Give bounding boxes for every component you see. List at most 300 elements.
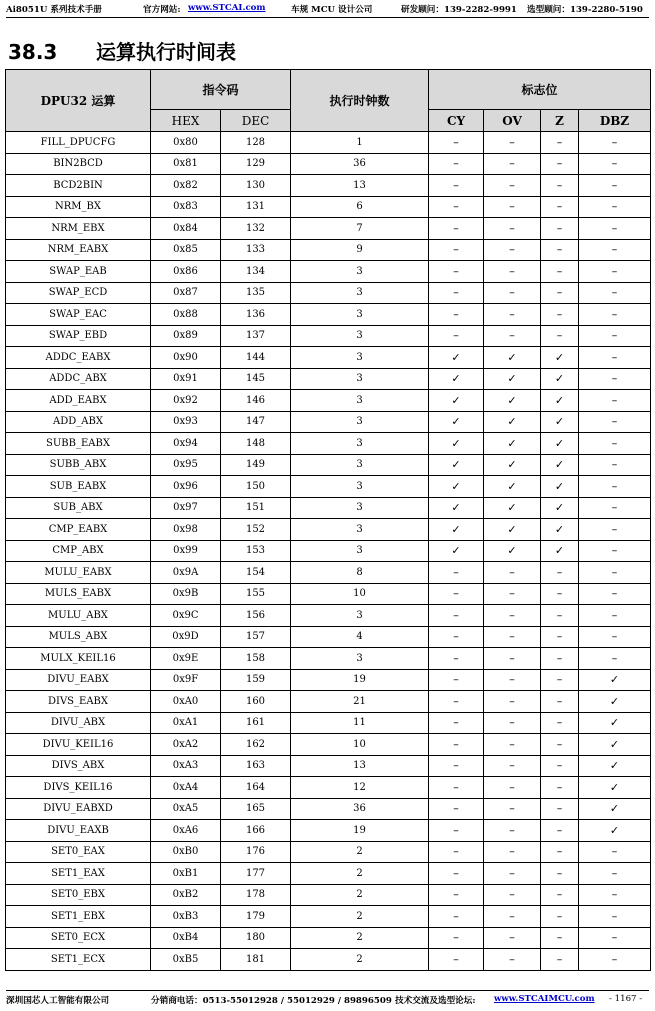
doc-title: Ai8051U 系列技术手册 (6, 5, 102, 15)
header-dec: DEC (221, 110, 291, 132)
cycles-cell: 2 (291, 841, 429, 863)
hex-cell: 0xB1 (151, 863, 221, 885)
cycles-cell: 3 (291, 519, 429, 541)
table-row (6, 626, 651, 648)
header-cycles: 执行时钟数 (291, 70, 429, 132)
z-flag-cell: – (541, 841, 579, 863)
cy-flag-cell: – (429, 196, 484, 218)
z-flag-cell: – (541, 712, 579, 734)
table-row (6, 755, 651, 777)
dec-cell: 165 (221, 798, 291, 820)
table-row (6, 218, 651, 240)
ov-flag-cell: – (484, 777, 541, 799)
cycles-cell: 9 (291, 239, 429, 261)
header-dbz: DBZ (579, 110, 651, 132)
op-name-cell: SET0_EBX (6, 884, 151, 906)
cycles-cell: 3 (291, 411, 429, 433)
op-name-cell: MULS_ABX (6, 626, 151, 648)
dec-cell: 148 (221, 433, 291, 455)
op-name-cell: DIVU_EAXB (6, 820, 151, 842)
cycles-cell: 7 (291, 218, 429, 240)
hex-cell: 0x9D (151, 626, 221, 648)
z-flag-cell: – (541, 132, 579, 154)
z-flag-cell: – (541, 175, 579, 197)
table-row (6, 347, 651, 369)
op-name-cell: SUBB_ABX (6, 454, 151, 476)
hex-cell: 0x92 (151, 390, 221, 412)
op-name-cell: ADDC_EABX (6, 347, 151, 369)
dec-cell: 177 (221, 863, 291, 885)
cycles-cell: 3 (291, 282, 429, 304)
cy-flag-cell: – (429, 605, 484, 627)
cy-flag-cell: – (429, 261, 484, 283)
cy-flag-cell: – (429, 239, 484, 261)
dbz-flag-cell: ✓ (579, 755, 651, 777)
op-name-cell: DIVS_EABX (6, 691, 151, 713)
dec-cell: 130 (221, 175, 291, 197)
cycles-cell: 12 (291, 777, 429, 799)
dbz-flag-cell: – (579, 884, 651, 906)
ov-flag-cell: ✓ (484, 519, 541, 541)
cycles-cell: 3 (291, 347, 429, 369)
z-flag-cell: ✓ (541, 411, 579, 433)
table-row (6, 583, 651, 605)
op-name-cell: NRM_EBX (6, 218, 151, 240)
hex-cell: 0xA3 (151, 755, 221, 777)
op-name-cell: SWAP_EAC (6, 304, 151, 326)
ov-flag-cell: – (484, 583, 541, 605)
ov-flag-cell: ✓ (484, 347, 541, 369)
dec-cell: 136 (221, 304, 291, 326)
op-name-cell: SUB_ABX (6, 497, 151, 519)
dbz-flag-cell: – (579, 648, 651, 670)
cycles-cell: 3 (291, 454, 429, 476)
ov-flag-cell: – (484, 605, 541, 627)
dbz-flag-cell: – (579, 519, 651, 541)
op-name-cell: SET1_ECX (6, 949, 151, 971)
z-flag-cell: ✓ (541, 454, 579, 476)
cy-flag-cell: ✓ (429, 390, 484, 412)
dec-cell: 132 (221, 218, 291, 240)
dec-cell: 134 (221, 261, 291, 283)
dec-cell: 164 (221, 777, 291, 799)
dbz-flag-cell: – (579, 153, 651, 175)
op-name-cell: NRM_BX (6, 196, 151, 218)
dbz-flag-cell: – (579, 626, 651, 648)
op-name-cell: SUBB_EABX (6, 433, 151, 455)
z-flag-cell: – (541, 863, 579, 885)
cycles-cell: 10 (291, 583, 429, 605)
cy-flag-cell: – (429, 626, 484, 648)
footer-divider (6, 990, 649, 991)
dec-cell: 158 (221, 648, 291, 670)
dbz-flag-cell: – (579, 175, 651, 197)
op-name-cell: SWAP_EAB (6, 261, 151, 283)
z-flag-cell: ✓ (541, 368, 579, 390)
dbz-flag-cell: ✓ (579, 691, 651, 713)
hex-cell: 0x88 (151, 304, 221, 326)
dec-cell: 129 (221, 153, 291, 175)
cy-flag-cell: ✓ (429, 497, 484, 519)
cycles-cell: 13 (291, 175, 429, 197)
footer-forum-label: 技术交流及选型论坛: (395, 996, 476, 1006)
hex-cell: 0xA6 (151, 820, 221, 842)
hex-cell: 0xA5 (151, 798, 221, 820)
cycles-cell: 13 (291, 755, 429, 777)
ov-flag-cell: – (484, 196, 541, 218)
table-row (6, 841, 651, 863)
ov-flag-cell: ✓ (484, 390, 541, 412)
dbz-flag-cell: ✓ (579, 777, 651, 799)
cycles-cell: 3 (291, 605, 429, 627)
hex-cell: 0x95 (151, 454, 221, 476)
op-name-cell: MULX_KEIL16 (6, 648, 151, 670)
dbz-flag-cell: – (579, 605, 651, 627)
cy-flag-cell: – (429, 863, 484, 885)
cy-flag-cell: – (429, 906, 484, 928)
dbz-flag-cell: – (579, 949, 651, 971)
dec-cell: 150 (221, 476, 291, 498)
table-row (6, 454, 651, 476)
website-link[interactable]: www.STCAI.com (188, 3, 266, 13)
cy-flag-cell: – (429, 132, 484, 154)
table-row (6, 433, 651, 455)
op-name-cell: FILL_DPUCFG (6, 132, 151, 154)
cy-flag-cell: – (429, 820, 484, 842)
cycles-cell: 36 (291, 798, 429, 820)
dec-cell: 147 (221, 411, 291, 433)
op-name-cell: ADD_EABX (6, 390, 151, 412)
cy-flag-cell: ✓ (429, 347, 484, 369)
ov-flag-cell: ✓ (484, 433, 541, 455)
cy-flag-cell: – (429, 927, 484, 949)
table-row (6, 949, 651, 971)
table-row (6, 540, 651, 562)
table-row (6, 691, 651, 713)
cycles-cell: 3 (291, 433, 429, 455)
op-name-cell: SET0_ECX (6, 927, 151, 949)
company-slogan: 车规 MCU 设计公司 (291, 5, 373, 15)
z-flag-cell: – (541, 304, 579, 326)
dbz-flag-cell: – (579, 583, 651, 605)
sales-contact: 选型顾问：139-2280-5190 (527, 5, 643, 15)
hex-cell: 0xA0 (151, 691, 221, 713)
op-name-cell: BCD2BIN (6, 175, 151, 197)
hex-cell: 0x86 (151, 261, 221, 283)
table-row (6, 648, 651, 670)
cycles-cell: 36 (291, 153, 429, 175)
dbz-flag-cell: – (579, 196, 651, 218)
z-flag-cell: ✓ (541, 540, 579, 562)
cy-flag-cell: – (429, 175, 484, 197)
dec-cell: 151 (221, 497, 291, 519)
cy-flag-cell: – (429, 583, 484, 605)
z-flag-cell: – (541, 906, 579, 928)
footer-company: 深圳国芯人工智能有限公司 (6, 996, 110, 1006)
cycles-cell: 6 (291, 196, 429, 218)
footer-phone: 分销商电话：0513-55012928 / 55012929 / 89896509 (151, 996, 392, 1006)
hex-cell: 0x83 (151, 196, 221, 218)
cycles-cell: 19 (291, 669, 429, 691)
ov-flag-cell: – (484, 820, 541, 842)
footer-forum-link[interactable]: www.STCAIMCU.com (494, 994, 595, 1004)
cycles-cell: 19 (291, 820, 429, 842)
op-name-cell: SET0_EAX (6, 841, 151, 863)
dec-cell: 157 (221, 626, 291, 648)
op-name-cell: BIN2BCD (6, 153, 151, 175)
ov-flag-cell: – (484, 949, 541, 971)
hex-cell: 0xB3 (151, 906, 221, 928)
hex-cell: 0x9F (151, 669, 221, 691)
ov-flag-cell: ✓ (484, 540, 541, 562)
hex-cell: 0x93 (151, 411, 221, 433)
cy-flag-cell: ✓ (429, 519, 484, 541)
table-row (6, 906, 651, 928)
z-flag-cell: – (541, 798, 579, 820)
table-row (6, 734, 651, 756)
z-flag-cell: – (541, 691, 579, 713)
cy-flag-cell: ✓ (429, 433, 484, 455)
cycles-cell: 10 (291, 734, 429, 756)
cycles-cell: 2 (291, 949, 429, 971)
cy-flag-cell: – (429, 712, 484, 734)
z-flag-cell: – (541, 734, 579, 756)
cycles-cell: 1 (291, 132, 429, 154)
cy-flag-cell: – (429, 304, 484, 326)
hex-cell: 0x85 (151, 239, 221, 261)
cy-flag-cell: ✓ (429, 454, 484, 476)
dbz-flag-cell: – (579, 454, 651, 476)
op-name-cell: SET1_EBX (6, 906, 151, 928)
cycles-cell: 4 (291, 626, 429, 648)
dec-cell: 135 (221, 282, 291, 304)
cy-flag-cell: ✓ (429, 368, 484, 390)
dec-cell: 149 (221, 454, 291, 476)
ov-flag-cell: – (484, 755, 541, 777)
ov-flag-cell: – (484, 906, 541, 928)
op-name-cell: SET1_EAX (6, 863, 151, 885)
op-name-cell: CMP_ABX (6, 540, 151, 562)
hex-cell: 0x96 (151, 476, 221, 498)
dbz-flag-cell: – (579, 282, 651, 304)
ov-flag-cell: – (484, 218, 541, 240)
hex-cell: 0x87 (151, 282, 221, 304)
dec-cell: 176 (221, 841, 291, 863)
z-flag-cell: – (541, 605, 579, 627)
cycles-cell: 3 (291, 540, 429, 562)
cycles-cell: 8 (291, 562, 429, 584)
cy-flag-cell: – (429, 884, 484, 906)
cycles-cell: 2 (291, 863, 429, 885)
op-name-cell: SWAP_EBD (6, 325, 151, 347)
ov-flag-cell: ✓ (484, 476, 541, 498)
hex-cell: 0xA2 (151, 734, 221, 756)
table-row (6, 411, 651, 433)
ov-flag-cell: – (484, 712, 541, 734)
table-row (6, 132, 651, 154)
section-number: 38.3 (8, 40, 58, 64)
hex-cell: 0x84 (151, 218, 221, 240)
dbz-flag-cell: ✓ (579, 798, 651, 820)
ov-flag-cell: – (484, 798, 541, 820)
table-row (6, 798, 651, 820)
table-row (6, 476, 651, 498)
ov-flag-cell: – (484, 153, 541, 175)
z-flag-cell: – (541, 282, 579, 304)
op-name-cell: ADD_ABX (6, 411, 151, 433)
ov-flag-cell: – (484, 669, 541, 691)
hex-cell: 0xA4 (151, 777, 221, 799)
hex-cell: 0x91 (151, 368, 221, 390)
cy-flag-cell: – (429, 949, 484, 971)
cy-flag-cell: ✓ (429, 411, 484, 433)
dec-cell: 128 (221, 132, 291, 154)
z-flag-cell: – (541, 239, 579, 261)
ov-flag-cell: – (484, 132, 541, 154)
dbz-flag-cell: – (579, 390, 651, 412)
hex-cell: 0x80 (151, 132, 221, 154)
page-footer (6, 994, 649, 1008)
dbz-flag-cell: – (579, 218, 651, 240)
dec-cell: 160 (221, 691, 291, 713)
table-row (6, 519, 651, 541)
op-name-cell: SWAP_ECD (6, 282, 151, 304)
table-row (6, 562, 651, 584)
ov-flag-cell: – (484, 562, 541, 584)
dec-cell: 145 (221, 368, 291, 390)
table-row (6, 820, 651, 842)
ov-flag-cell: – (484, 841, 541, 863)
dbz-flag-cell: ✓ (579, 820, 651, 842)
z-flag-cell: – (541, 777, 579, 799)
cy-flag-cell: – (429, 691, 484, 713)
dec-cell: 163 (221, 755, 291, 777)
dec-cell: 181 (221, 949, 291, 971)
ov-flag-cell: – (484, 175, 541, 197)
cy-flag-cell: – (429, 669, 484, 691)
hex-cell: 0xB0 (151, 841, 221, 863)
hex-cell: 0x82 (151, 175, 221, 197)
table-row (6, 282, 651, 304)
header-hex: HEX (151, 110, 221, 132)
cy-flag-cell: – (429, 777, 484, 799)
ov-flag-cell: – (484, 648, 541, 670)
z-flag-cell: – (541, 820, 579, 842)
dec-cell: 159 (221, 669, 291, 691)
z-flag-cell: ✓ (541, 497, 579, 519)
dbz-flag-cell: ✓ (579, 734, 651, 756)
hex-cell: 0x94 (151, 433, 221, 455)
hex-cell: 0x9C (151, 605, 221, 627)
z-flag-cell: – (541, 669, 579, 691)
cycles-cell: 3 (291, 390, 429, 412)
dec-cell: 154 (221, 562, 291, 584)
hex-cell: 0x99 (151, 540, 221, 562)
z-flag-cell: – (541, 153, 579, 175)
dbz-flag-cell: – (579, 433, 651, 455)
cycles-cell: 21 (291, 691, 429, 713)
cy-flag-cell: – (429, 798, 484, 820)
dec-cell: 152 (221, 519, 291, 541)
ov-flag-cell: – (484, 927, 541, 949)
table-row (6, 261, 651, 283)
hex-cell: 0x90 (151, 347, 221, 369)
dec-cell: 180 (221, 927, 291, 949)
dbz-flag-cell: – (579, 562, 651, 584)
cy-flag-cell: – (429, 153, 484, 175)
cycles-cell: 3 (291, 368, 429, 390)
ov-flag-cell: – (484, 884, 541, 906)
hex-cell: 0xB5 (151, 949, 221, 971)
z-flag-cell: ✓ (541, 476, 579, 498)
z-flag-cell: – (541, 949, 579, 971)
dec-cell: 153 (221, 540, 291, 562)
page-number: - 1167 - (609, 994, 643, 1004)
dec-cell: 155 (221, 583, 291, 605)
op-name-cell: CMP_EABX (6, 519, 151, 541)
header-ov: OV (484, 110, 541, 132)
op-name-cell: ADDC_ABX (6, 368, 151, 390)
dec-cell: 162 (221, 734, 291, 756)
op-name-cell: DIVS_KEIL16 (6, 777, 151, 799)
table-row (6, 304, 651, 326)
page-header (6, 2, 649, 16)
dec-cell: 179 (221, 906, 291, 928)
hex-cell: 0xB4 (151, 927, 221, 949)
table-row (6, 175, 651, 197)
ov-flag-cell: ✓ (484, 454, 541, 476)
hex-cell: 0x9A (151, 562, 221, 584)
z-flag-cell: – (541, 583, 579, 605)
z-flag-cell: – (541, 562, 579, 584)
table-row (6, 712, 651, 734)
op-name-cell: NRM_EABX (6, 239, 151, 261)
section-heading: 运算执行时间表 (96, 40, 236, 64)
cy-flag-cell: ✓ (429, 540, 484, 562)
table-row (6, 196, 651, 218)
dbz-flag-cell: – (579, 368, 651, 390)
header-cy: CY (429, 110, 484, 132)
header-operation: DPU32 运算 (6, 70, 151, 132)
ov-flag-cell: – (484, 261, 541, 283)
hex-cell: 0xA1 (151, 712, 221, 734)
header-z: Z (541, 110, 579, 132)
hex-cell: 0x98 (151, 519, 221, 541)
hex-cell: 0x97 (151, 497, 221, 519)
op-name-cell: DIVU_KEIL16 (6, 734, 151, 756)
header-flags: 标志位 (429, 70, 651, 110)
ov-flag-cell: – (484, 626, 541, 648)
dbz-flag-cell: – (579, 132, 651, 154)
cy-flag-cell: – (429, 841, 484, 863)
ov-flag-cell: – (484, 304, 541, 326)
ov-flag-cell: ✓ (484, 368, 541, 390)
dbz-flag-cell: – (579, 476, 651, 498)
dbz-flag-cell: – (579, 304, 651, 326)
dbz-flag-cell: ✓ (579, 669, 651, 691)
dbz-flag-cell: – (579, 497, 651, 519)
cy-flag-cell: – (429, 282, 484, 304)
hex-cell: 0x81 (151, 153, 221, 175)
dbz-flag-cell: – (579, 239, 651, 261)
z-flag-cell: – (541, 927, 579, 949)
cycles-cell: 3 (291, 325, 429, 347)
z-flag-cell: – (541, 626, 579, 648)
section-title (8, 36, 236, 62)
execution-time-table (5, 69, 651, 971)
cycles-cell: 11 (291, 712, 429, 734)
op-name-cell: SUB_EABX (6, 476, 151, 498)
